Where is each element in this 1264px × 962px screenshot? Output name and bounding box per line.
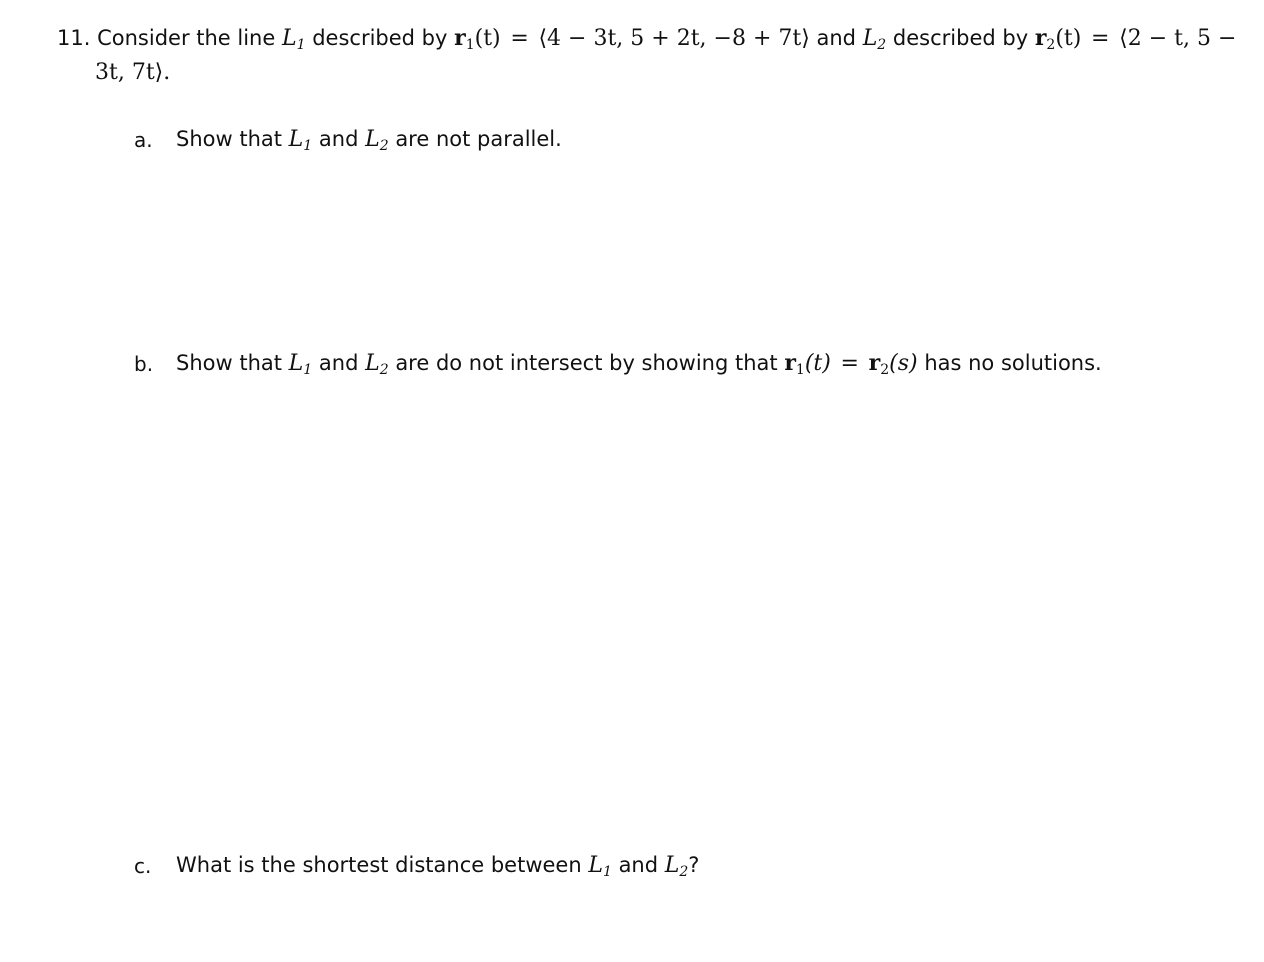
- part-c-label: c.: [134, 854, 152, 878]
- r1-components: ⟨4 − 3t, 5 + 2t, −8 + 7t⟩: [538, 26, 810, 51]
- line-L2-symbol: $L_2$: [862, 26, 887, 53]
- part-c-L2: $L_2$: [664, 853, 689, 880]
- equals-sign-2: =: [1091, 26, 1110, 51]
- part-c-and: and: [618, 853, 659, 877]
- problem-intro: Consider the line: [97, 26, 276, 50]
- and-text: and: [816, 26, 856, 50]
- part-a-and: and: [318, 127, 359, 151]
- r2-components-part-1: ⟨2 − t, 5 −: [1119, 26, 1237, 51]
- r2-components-part-2: 3t, 7t⟩.: [95, 60, 171, 85]
- part-a-L1: $L_1$: [288, 127, 313, 154]
- part-b-label: b.: [134, 352, 154, 376]
- part-a-text-after: are not parallel.: [395, 127, 562, 151]
- part-a-L2: $L_2$: [365, 127, 389, 154]
- r1-function: $r_1(t)$: [454, 25, 501, 53]
- part-b-r1-t: $r_1(t)$: [784, 350, 831, 378]
- part-c-question-mark: ?: [688, 853, 700, 877]
- part-a-question: [176, 125, 562, 154]
- problem-number: 11.: [57, 26, 91, 50]
- r2-function: $r_2(t)$: [1034, 25, 1082, 53]
- part-b-text-before: Show that: [176, 351, 282, 375]
- part-b-text-middle: are do not intersect by showing that: [395, 351, 778, 375]
- described-by-text: described by: [312, 26, 448, 50]
- part-b-text-after: has no solutions.: [924, 351, 1102, 375]
- part-b-r2-s: $r_2(s)$: [868, 350, 918, 378]
- problem-statement-line-2: [95, 58, 170, 87]
- part-b-equals: =: [840, 351, 859, 376]
- part-c-question: [176, 851, 699, 880]
- part-c-L1: $L_1$: [588, 853, 612, 880]
- described-by-text-2: described by: [892, 26, 1029, 50]
- part-c-text-before: What is the shortest distance between: [176, 853, 582, 877]
- part-b-and: and: [318, 351, 359, 375]
- equals-sign: =: [510, 26, 529, 51]
- part-a-label: a.: [134, 128, 153, 152]
- line-L1-symbol: $L_1$: [281, 26, 306, 53]
- part-b-question: [176, 349, 1102, 378]
- part-a-text-before: Show that: [176, 127, 282, 151]
- problem-statement-line-1: [57, 24, 1236, 53]
- part-b-L2: $L_2$: [365, 351, 389, 378]
- part-b-L1: $L_1$: [288, 351, 313, 378]
